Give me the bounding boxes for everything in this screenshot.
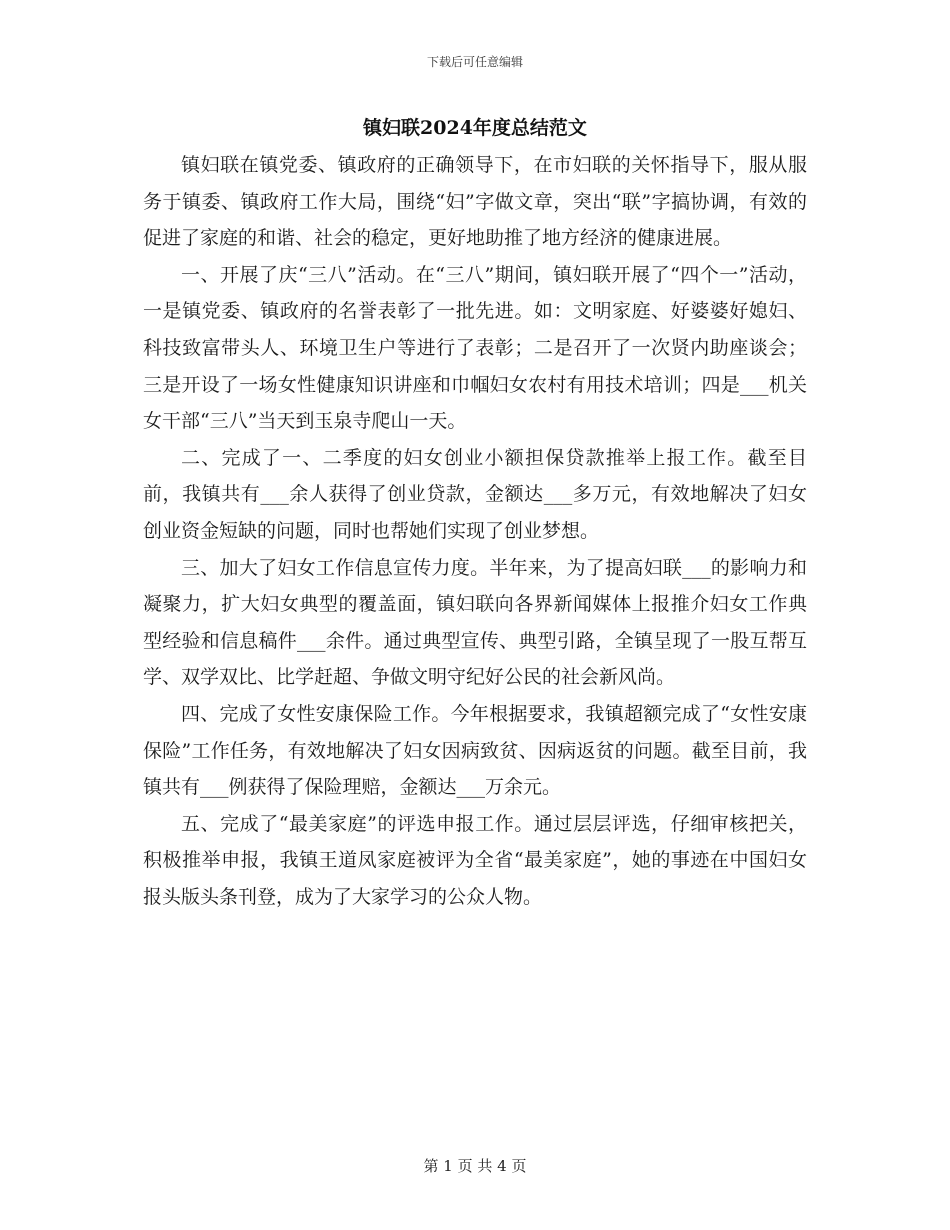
paragraph-section-1: 一、开展了庆“三八”活动。在“三八”期间，镇妇联开展了“四个一”活动，一是镇党委、镇政府的名誉表彰了一批先进。如：文明家庭、好婆婆好媳妇、科技致富带头人、环境卫生户等进行了表彰；二是召开了一次贤内助座谈会；三是开设了一场女性健康知识讲座和巾帼妇女农村有用技术培训；四是___机关女干部“三八”当天到玉泉寺爬山一天。 [143,263,807,433]
document-title: 镇妇联2024年度总结范文 [363,117,587,139]
paragraph-section-4: 四、完成了女性安康保险工作。今年根据要求，我镇超额完成了“女性安康保险”工作任务，有效地解决了妇女因病致贫、因病返贫的问题。截至目前，我镇共有___例获得了保险理赔，金额达___万余元。 [143,702,807,799]
page-footer-number: 第 1 页 共 4 页 [423,1157,527,1175]
paragraph-intro: 镇妇联在镇党委、镇政府的正确领导下，在市妇联的关怀指导下，服从服务于镇委、镇政府工作大局，围绕“妇”字做文章，突出“联”字搞协调，有效的促进了家庭的和谐、社会的稳定，更好地助推了地方经济的健康进展。 [143,154,807,250]
document-body [143,147,807,915]
paragraph-section-3: 三、加大了妇女工作信息宣传力度。半年来，为了提高妇联___的影响力和凝聚力，扩大妇女典型的覆盖面，镇妇联向各界新闻媒体上报推介妇女工作典型经验和信息稿件___余件。通过典型宣传、典型引路，全镇呈现了一股互帮互学、双学双比、比学赶超、争做文明守纪好公民的社会新风尚。 [143,556,807,689]
paragraph-section-5: 五、完成了“最美家庭”的评选申报工作。通过层层评选，仔细审核把关，积极推举申报，我镇王道凤家庭被评为全省“最美家庭”，她的事迹在中国妇女报头版头条刊登，成为了大家学习的公众人物。 [143,812,807,908]
page-header-note: 下载后可任意编辑 [426,55,523,69]
paragraph-section-2: 二、完成了一、二季度的妇女创业小额担保贷款推举上报工作。截至目前，我镇共有___余人获得了创业贷款，金额达___多万元，有效地解决了妇女创业资金短缺的问题，同时也帮她们实现了创业梦想。 [143,446,807,542]
